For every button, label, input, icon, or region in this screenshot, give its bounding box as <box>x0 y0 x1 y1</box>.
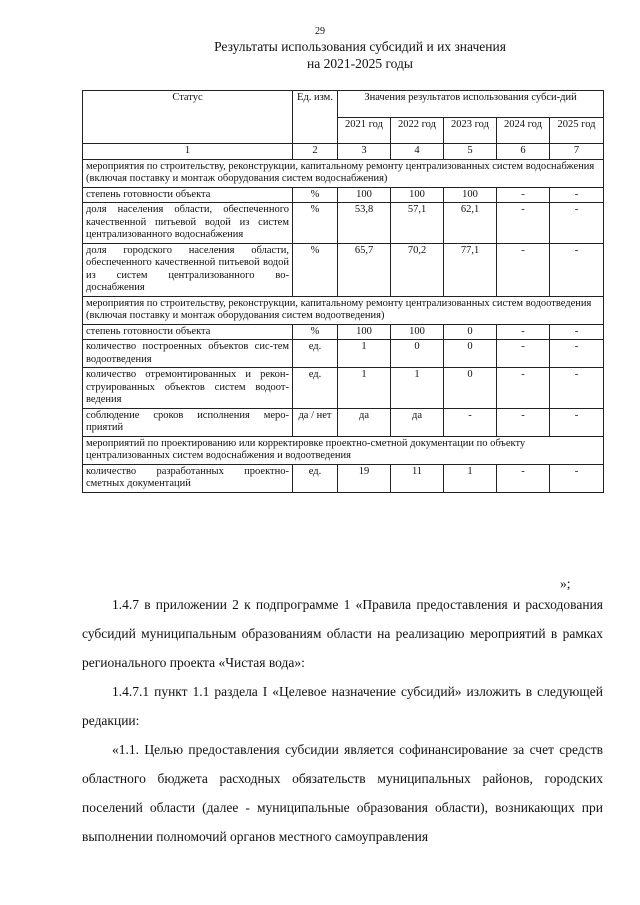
value-cell: 0 <box>444 324 497 340</box>
value-cell: 1 <box>444 464 497 492</box>
value-cell: 100 <box>444 187 497 203</box>
value-cell: - <box>497 324 550 340</box>
indicator-label: доля населения области, обеспеченного качественной питьевой водой из систем централизованного водоснабжения <box>83 203 293 244</box>
indicator-label: количество разработанных проектно-сметных документаций <box>83 464 293 492</box>
header-year: 2021 год <box>338 117 391 144</box>
value-cell: 100 <box>391 324 444 340</box>
table-numbering-row <box>83 144 604 160</box>
column-number: 1 <box>83 144 293 160</box>
unit-cell: % <box>293 243 338 296</box>
value-cell: - <box>497 368 550 409</box>
page-number: 29 <box>315 26 325 37</box>
value-cell: да <box>391 408 444 436</box>
value-cell: 77,1 <box>444 243 497 296</box>
value-cell: - <box>550 408 604 436</box>
indicator-label: количество отремонтированных и рекон-струированных объектов систем водоот-ведения <box>83 368 293 409</box>
paragraph: 1.4.7.1 пункт 1.1 раздела I «Целевое назначение субсидий» изложить в следующей редакции: <box>82 684 603 728</box>
document-title <box>150 38 570 72</box>
value-cell: - <box>550 324 604 340</box>
unit-cell: ед. <box>293 464 338 492</box>
value-cell: 1 <box>391 368 444 409</box>
value-cell: 1 <box>338 340 391 368</box>
table-row <box>83 340 604 368</box>
value-cell: - <box>550 203 604 244</box>
indicator-label: степень готовности объекта <box>83 324 293 340</box>
value-cell: - <box>550 464 604 492</box>
value-cell: 0 <box>444 340 497 368</box>
value-cell: 0 <box>444 368 497 409</box>
paragraph: «1.1. Целью предоставления субсидии является софинансирование за счет средств областного бюджета расходных обязательств муниципальных районов, городских поселений области (далее - муниципальные образования области), возникающих при выполнении полномочий органов местного самоуправления <box>82 742 603 844</box>
value-cell: 19 <box>338 464 391 492</box>
unit-cell: % <box>293 324 338 340</box>
table-header-row <box>83 91 604 118</box>
table-row <box>83 368 604 409</box>
value-cell: 62,1 <box>444 203 497 244</box>
unit-cell: ед. <box>293 368 338 409</box>
value-cell: 1 <box>338 368 391 409</box>
section-title: мероприятий по проектированию или корректировке проектно-сметной документации по объекту централизованных систем водоснабжения и водоотведения <box>83 436 604 464</box>
value-cell: - <box>550 187 604 203</box>
section-row <box>83 159 604 187</box>
header-year: 2022 год <box>391 117 444 144</box>
value-cell: 57,1 <box>391 203 444 244</box>
indicator-label: степень готовности объекта <box>83 187 293 203</box>
column-number: 2 <box>293 144 338 160</box>
column-number: 5 <box>444 144 497 160</box>
section-title: мероприятия по строительству, реконструкции, капитальному ремонту централизованных систем водоснабжения (включая поставку и монтаж оборудования систем водоснабжения) <box>83 159 604 187</box>
value-cell: - <box>497 187 550 203</box>
value-cell: да <box>338 408 391 436</box>
column-number: 7 <box>550 144 604 160</box>
column-number: 6 <box>497 144 550 160</box>
section-title: мероприятия по строительству, реконструкции, капитальному ремонту централизованных систем водоотведения (включая поставку и монтаж оборудования систем водоотведения) <box>83 296 604 324</box>
paragraph: 1.4.7 в приложении 2 к подпрограмме 1 «Правила предоставления и расходования субсидий муниципальным образованиям области на реализацию мероприятий в рамках регионального проекта «Чистая вода»: <box>82 597 603 670</box>
header-year: 2025 год <box>550 117 604 144</box>
value-cell: 100 <box>338 324 391 340</box>
value-cell: - <box>497 340 550 368</box>
value-cell: 100 <box>338 187 391 203</box>
body-text <box>82 590 603 851</box>
section-row <box>83 296 604 324</box>
indicator-label: количество построенных объектов сис-тем водоотведения <box>83 340 293 368</box>
table-row <box>83 243 604 296</box>
value-cell: 0 <box>391 340 444 368</box>
column-number: 4 <box>391 144 444 160</box>
value-cell: 70,2 <box>391 243 444 296</box>
title-line-2: на 2021-2025 годы <box>307 56 413 71</box>
value-cell: - <box>497 203 550 244</box>
value-cell: 65,7 <box>338 243 391 296</box>
value-cell: - <box>550 243 604 296</box>
value-cell: - <box>550 368 604 409</box>
value-cell: - <box>497 243 550 296</box>
indicator-label: соблюдение сроков исполнения меро-приятий <box>83 408 293 436</box>
results-table <box>82 90 604 493</box>
unit-cell: % <box>293 203 338 244</box>
value-cell: - <box>444 408 497 436</box>
value-cell: - <box>497 464 550 492</box>
value-cell: 53,8 <box>338 203 391 244</box>
header-year: 2023 год <box>444 117 497 144</box>
table-row <box>83 464 604 492</box>
value-cell: - <box>497 408 550 436</box>
unit-cell: ед. <box>293 340 338 368</box>
section-row <box>83 436 604 464</box>
title-line-1: Результаты использования субсидий и их значения <box>214 39 506 54</box>
header-unit: Ед. изм. <box>293 91 338 144</box>
unit-cell: % <box>293 187 338 203</box>
value-cell: 11 <box>391 464 444 492</box>
value-cell: 100 <box>391 187 444 203</box>
header-values-group: Значения результатов использования субси-дий <box>338 91 604 118</box>
closing-quote: »; <box>560 576 571 591</box>
value-cell: - <box>550 340 604 368</box>
header-year: 2024 год <box>497 117 550 144</box>
column-number: 3 <box>338 144 391 160</box>
indicator-label: доля городского населения области, обеспеченного качественной питьевой водой из систем централизованного во-доснабжения <box>83 243 293 296</box>
table-row <box>83 408 604 436</box>
table-row <box>83 187 604 203</box>
table-row <box>83 203 604 244</box>
table-row <box>83 324 604 340</box>
unit-cell: да / нет <box>293 408 338 436</box>
header-status: Статус <box>83 91 293 144</box>
